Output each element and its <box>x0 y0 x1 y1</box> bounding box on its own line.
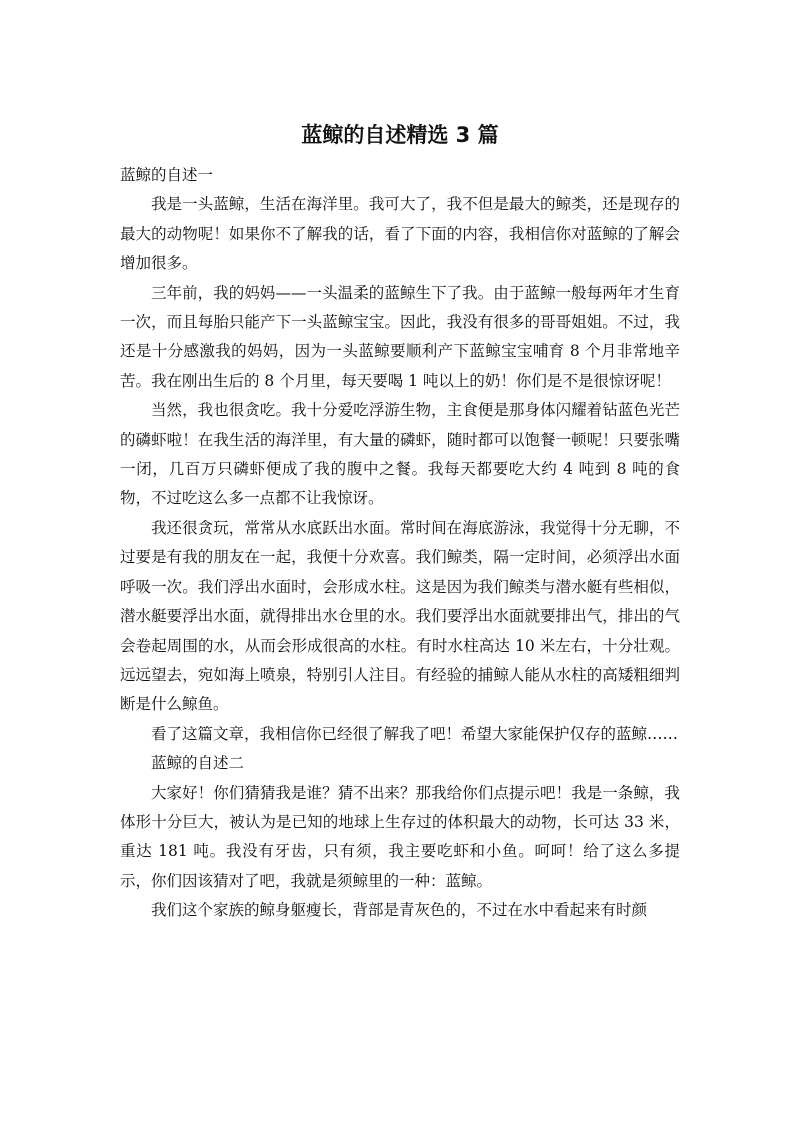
section-heading-2: 蓝鲸的自述二 <box>151 754 245 773</box>
document-title: 蓝鲸的自述精选 3 篇 <box>301 123 499 147</box>
paragraph: 我们这个家族的鲸身躯瘦长，背部是青灰色的，不过在水中看起来有时颜 <box>151 901 648 920</box>
document-body <box>120 161 680 926</box>
paragraph: 看了这篇文章，我相信你已经很了解我了吧！希望大家能保护仅存的蓝鲸…… <box>151 724 679 743</box>
paragraph: 我是一头蓝鲸，生活在海洋里。我可大了，我不但是最大的鲸类，还是现存的最大的动物呢！如果你不了解我的话，看了下面的内容，我相信你对蓝鲸的了解会增加很多。 <box>120 195 680 273</box>
section-heading-1: 蓝鲸的自述一 <box>120 166 214 184</box>
paragraph: 三年前，我的妈妈——一头温柔的蓝鲸生下了我。由于蓝鲸一般每两年才生育一次，而且每胎只能产下一头蓝鲸宝宝。因此，我没有很多的哥哥姐姐。不过，我还是十分感激我的妈妈，因为一头蓝鲸要顺利产下蓝鲸宝宝哺育 8 个月非常地辛苦。我在刚出生后的 8 个月里，每天要喝 1 吨以上的奶！你们是不是很惊讶呢！ <box>120 283 680 390</box>
paragraph: 大家好！你们猜猜我是谁？猜不出来？那我给你们点提示吧！我是一条鲸，我体形十分巨大，被认为是已知的地球上生存过的体积最大的动物，长可达 33 米，重达 181 吨。我没有牙齿，只有须，我主要吃虾和小鱼。呵呵！给了这么多提示，你们因该猜对了吧，我就是须鲸里的一种：蓝鲸。 <box>120 783 680 890</box>
paragraph: 当然，我也很贪吃。我十分爱吃浮游生物，主食便是那身体闪耀着钻蓝色光芒的磷虾啦！在我生活的海洋里，有大量的磷虾，随时都可以饱餐一顿呢！只要张嘴一闭，几百万只磷虾便成了我的腹中之餐。我每天都要吃大约 4 吨到 8 吨的食物，不过吃这么多一点都不让我惊讶。 <box>120 401 680 508</box>
paragraph: 我还很贪玩，常常从水底跃出水面。常时间在海底游泳，我觉得十分无聊，不过要是有我的朋友在一起，我便十分欢喜。我们鲸类，隔一定时间，必须浮出水面呼吸一次。我们浮出水面时，会形成水柱。这是因为我们鲸类与潜水艇有些相似，潜水艇要浮出水面，就得排出水仓里的水。我们要浮出水面就要排出气，排出的气会卷起周围的水，从而会形成很高的水柱。有时水柱高达 10 米左右，十分壮观。远远望去，宛如海上喷泉，特别引人注目。有经验的捕鲸人能从水柱的高矮粗细判断是什么鲸鱼。 <box>120 518 680 714</box>
